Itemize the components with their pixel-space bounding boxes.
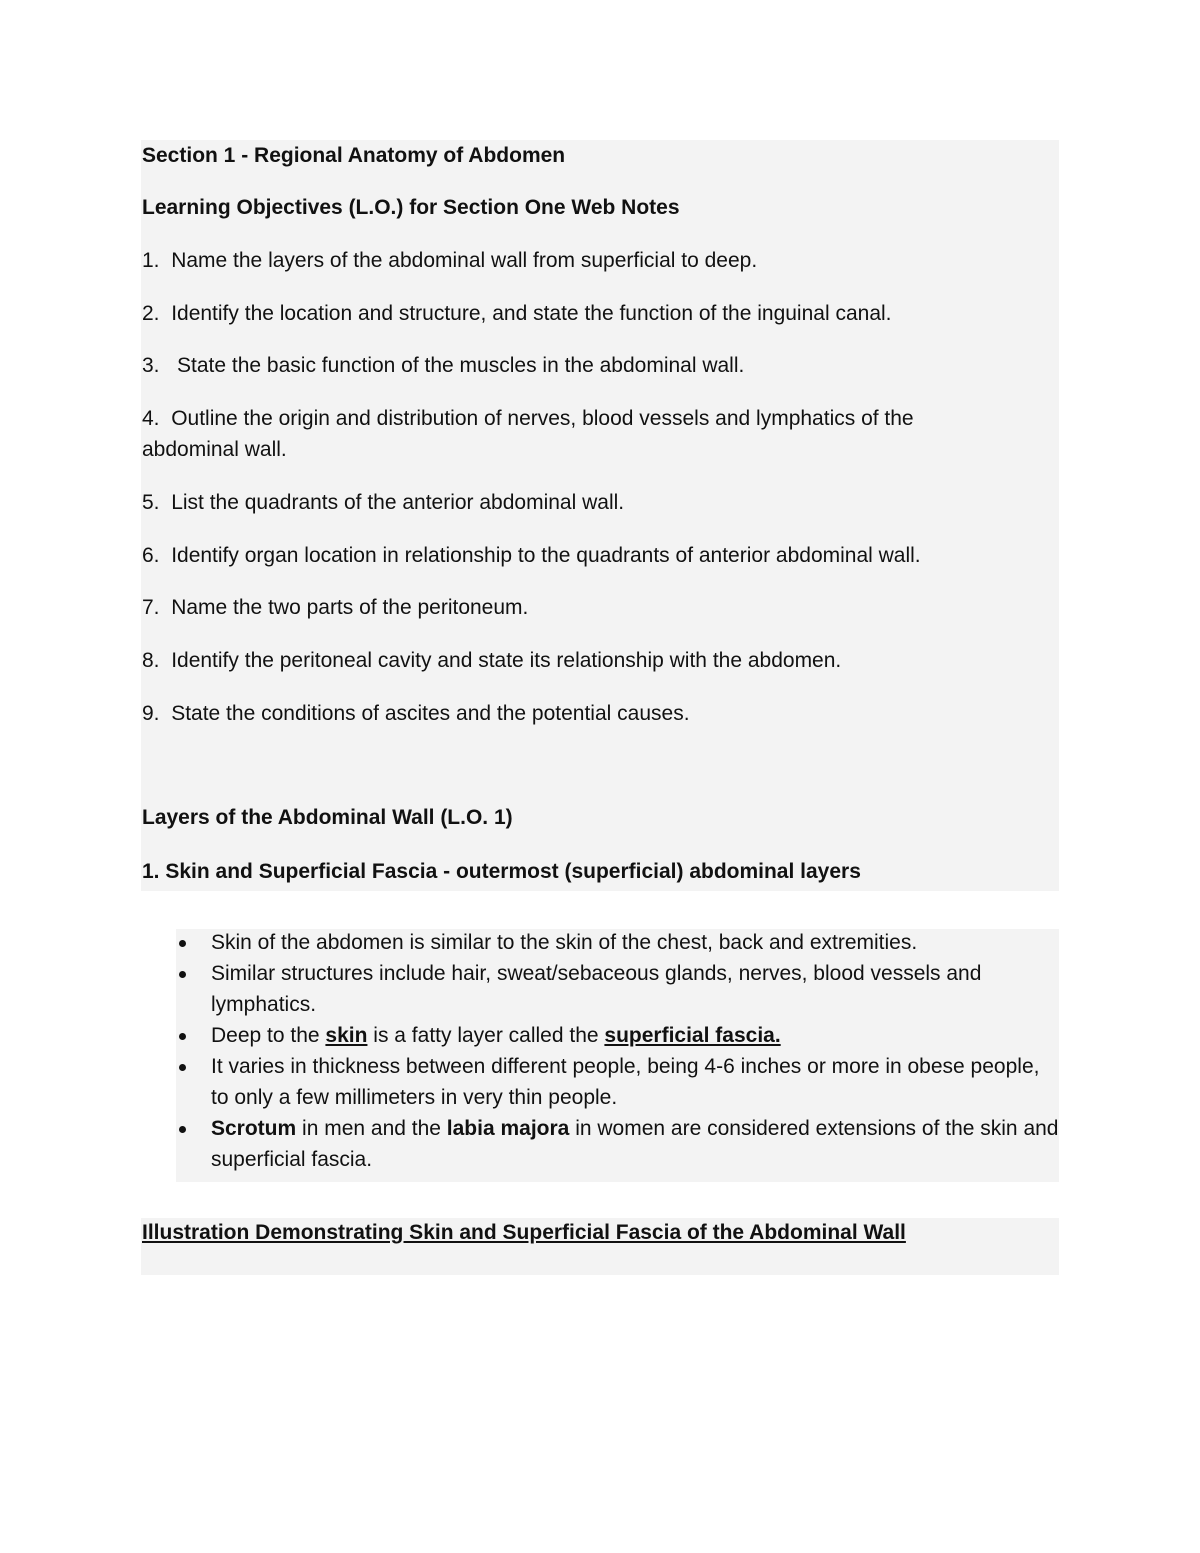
bullet-icon <box>179 1064 186 1071</box>
bullet-text-mid: is a fatty layer called the <box>367 1024 605 1047</box>
term-superficial-fascia: superficial fascia. <box>604 1024 781 1047</box>
bullet-text: Similar structures include hair, sweat/sebaceous glands, nerves, blood vessels and lymphatics. <box>211 962 982 1016</box>
objective-4-continuation: abdominal wall. <box>142 438 287 461</box>
bullet-icon <box>179 1126 186 1133</box>
objective-text: Outline the origin and distribution of nerves, blood vessels and lymphatics of the <box>171 407 914 430</box>
objective-text: Identify organ location in relationship to the quadrants of anterior abdominal wall. <box>171 544 921 567</box>
layers-heading: Layers of the Abdominal Wall (L.O. 1) <box>142 806 513 829</box>
learning-objectives-heading: Learning Objectives (L.O.) for Section One Web Notes <box>142 196 680 219</box>
objective-text: State the conditions of ascites and the potential causes. <box>171 702 690 725</box>
objective-3 <box>142 350 744 381</box>
objective-number: 4. <box>142 407 160 430</box>
bullet-icon <box>179 1033 186 1040</box>
list-item <box>176 958 1059 1020</box>
bullet-text: Skin of the abdomen is similar to the skin of the chest, back and extremities. <box>211 931 918 954</box>
list-item <box>176 1113 1059 1175</box>
bullet-text-mid: in men and the <box>296 1117 447 1140</box>
objective-number: 6. <box>142 544 160 567</box>
objective-2 <box>142 298 892 329</box>
bullet-text-pre: Deep to the <box>211 1024 326 1047</box>
list-item <box>176 1051 1059 1113</box>
objective-number: 3. <box>142 354 160 377</box>
bullet-icon <box>179 971 186 978</box>
objective-text: State the basic function of the muscles in the abdominal wall. <box>177 354 745 377</box>
term-skin: skin <box>325 1024 368 1047</box>
objective-text: Identify the location and structure, and state the function of the inguinal canal. <box>171 302 892 325</box>
objective-number: 9. <box>142 702 160 725</box>
objective-text: Name the layers of the abdominal wall from superficial to deep. <box>171 249 758 272</box>
objective-4 <box>142 403 914 434</box>
objective-8 <box>142 645 841 676</box>
bullet-text-post: in women are considered extensions of the skin and superficial fascia. <box>211 1117 1059 1171</box>
term-scrotum: Scrotum <box>211 1117 297 1140</box>
list-item <box>176 1020 1059 1051</box>
objective-5 <box>142 487 624 518</box>
objective-number: 7. <box>142 596 160 619</box>
bullet-icon <box>179 940 186 947</box>
objective-text: Identify the peritoneal cavity and state its relationship with the abdomen. <box>171 649 842 672</box>
objective-number: 8. <box>142 649 160 672</box>
list-item <box>176 927 1059 958</box>
skin-fascia-heading: 1. Skin and Superficial Fascia - outermost (superficial) abdominal layers <box>142 860 861 883</box>
term-labia-majora: labia majora <box>446 1117 570 1140</box>
objective-7 <box>142 592 528 623</box>
objective-number: 5. <box>142 491 160 514</box>
objective-text: List the quadrants of the anterior abdominal wall. <box>171 491 625 514</box>
objective-text: Name the two parts of the peritoneum. <box>171 596 529 619</box>
objective-6 <box>142 540 921 571</box>
objective-9 <box>142 698 690 729</box>
bullet-text: It varies in thickness between different people, being 4-6 inches or more in obese people, to only a few millimeters in very thin people. <box>211 1055 1040 1109</box>
objective-number: 2. <box>142 302 160 325</box>
objective-1 <box>142 245 757 276</box>
illustration-title: Illustration Demonstrating Skin and Superficial Fascia of the Abdominal Wall <box>142 1221 906 1244</box>
objective-number: 1. <box>142 249 160 272</box>
section-title: Section 1 - Regional Anatomy of Abdomen <box>142 144 566 167</box>
skin-fascia-bullet-list <box>176 927 1059 1175</box>
